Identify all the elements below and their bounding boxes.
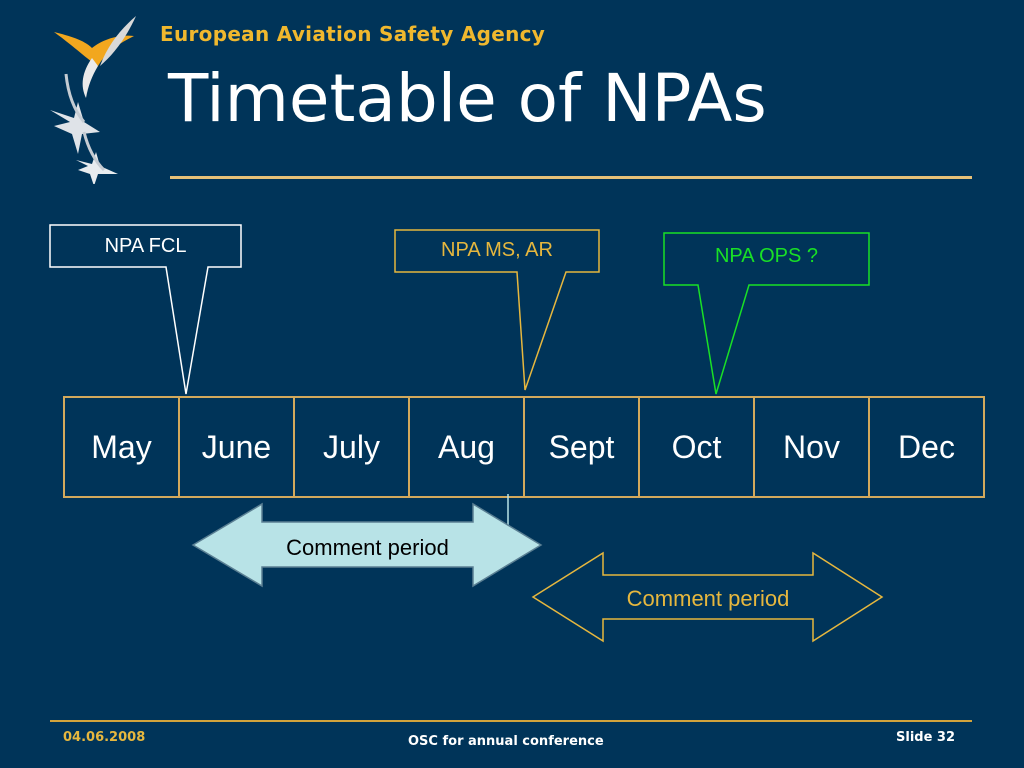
agency-name: European Aviation Safety Agency [160, 22, 546, 46]
footer-event: OSC for annual conference [408, 734, 604, 749]
month-cell: June [179, 397, 294, 497]
comment-period-label-1: Comment period [286, 535, 449, 560]
month-cell: May [64, 397, 179, 497]
callout-label-npa-ms-ar: NPA MS, AR [441, 239, 553, 261]
month-cell: Aug [409, 397, 524, 497]
slide-number: Slide 32 [896, 730, 956, 745]
callout-label-npa-fcl: NPA FCL [104, 235, 187, 257]
footer-divider [50, 720, 972, 722]
month-cell: Sept [524, 397, 639, 497]
comment-period-label-2: Comment period [626, 586, 790, 611]
month-cell: Nov [754, 397, 869, 497]
month-cell: Oct [639, 397, 754, 497]
month-cell: Dec [869, 397, 984, 497]
slide-title: Timetable of NPAs [168, 60, 767, 137]
callout-label-npa-ops: NPA OPS ? [714, 245, 818, 267]
footer-date: 04.06.2008 [63, 730, 146, 745]
month-cell: July [294, 397, 409, 497]
